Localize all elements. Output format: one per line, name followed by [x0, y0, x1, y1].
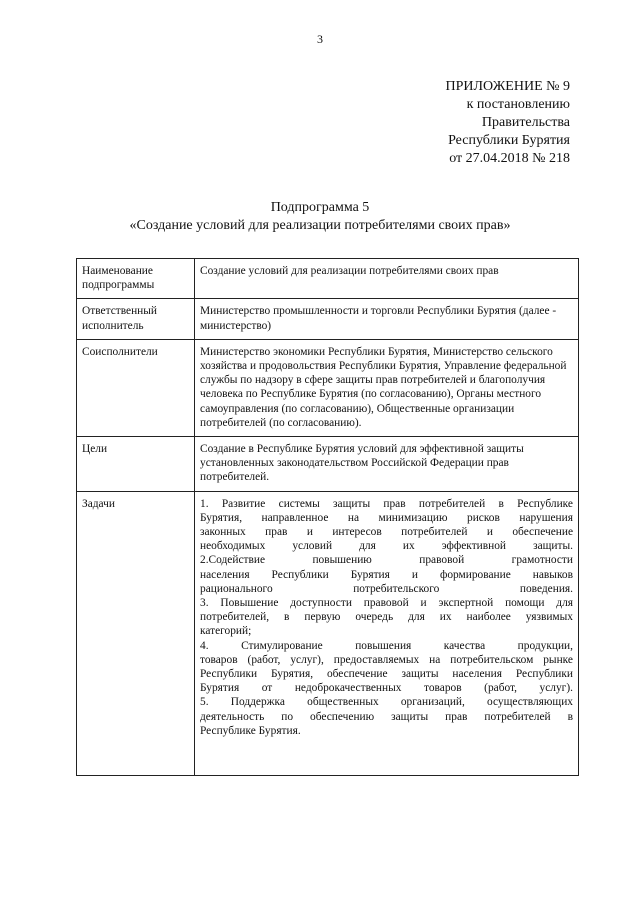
task-line: 1. Развитие системы защиты прав потребителей в Республике: [200, 497, 573, 510]
subprogram-name: «Создание условий для реализации потребителями своих прав»: [129, 218, 511, 233]
task-line: деятельность по обеспечению защиты прав потребителей в: [200, 710, 573, 723]
task-line: рационального потребительского поведения.: [200, 582, 573, 595]
row-label: Цели: [77, 437, 195, 492]
row-value: Создание в Республике Бурятия условий для эффективной защиты установленных законодательством Российской Федерации прав потребителей.: [195, 437, 579, 492]
row-value: Министерство промышленности и торговли Республики Бурятия (далее - министерство): [195, 299, 579, 339]
row-label: Наименование подпрограммы: [77, 259, 195, 299]
task-line: необходимых условий для их эффективной защиты.: [200, 540, 573, 553]
row-label: Ответственный исполнитель: [77, 299, 195, 339]
appendix-title: ПРИЛОЖЕНИЕ № 9: [445, 79, 570, 94]
task-line: Бурятия от недоброкачественных товаров (работ, услуг).: [200, 682, 573, 695]
task-line: 5. Поддержка общественных организаций, осуществляющих: [200, 696, 573, 709]
table-row: [77, 299, 579, 339]
subprogram-heading: [0, 199, 640, 235]
appendix-authority: Правительства: [481, 115, 570, 130]
appendix-reference: к постановлению: [466, 97, 570, 112]
appendix-header: [446, 78, 571, 168]
task-line: категорий;: [200, 625, 252, 638]
table-row: [77, 339, 579, 436]
appendix-republic: Республики Бурятия: [448, 133, 570, 148]
subprogram-title: Подпрограмма 5: [270, 200, 370, 215]
task-line: 4. Стимулирование повышения качества продукции,: [200, 639, 573, 652]
task-line: товаров (работ, услуг), предоставляемых на потребительском рынке: [200, 653, 573, 666]
table-row: [77, 259, 579, 299]
task-line: потребителей, в первую очередь для их наиболее уязвимых: [200, 611, 573, 624]
page-number: 3: [317, 32, 323, 46]
task-line: Республике Бурятия.: [200, 724, 301, 737]
task-line: населения Республики Бурятия и формирование навыков: [200, 568, 573, 581]
task-line: 3. Повышение доступности правовой и экспертной помощи для: [200, 597, 573, 610]
task-line: Республики Бурятия, обеспечение защиты населения Республики: [200, 668, 573, 681]
task-line: законных прав и интересов потребителей и обеспечение: [200, 526, 573, 539]
task-line: Бурятия, направленное на минимизацию рисков нарушения: [200, 511, 573, 524]
subprogram-passport-table: [76, 258, 579, 776]
appendix-date-number: от 27.04.2018 № 218: [449, 151, 570, 166]
table-row: [77, 491, 579, 775]
row-label: Соисполнители: [77, 339, 195, 436]
row-value: Создание условий для реализации потребителями своих прав: [195, 259, 579, 299]
row-label: Задачи: [77, 491, 195, 775]
tasks-list: [195, 491, 579, 775]
task-line: 2.Содействие повышению правовой грамотности: [200, 554, 573, 567]
table-row: [77, 437, 579, 492]
row-value: Министерство экономики Республики Бурятия, Министерство сельского хозяйства и продовольствия Республики Бурятия, Управление федеральной службы по надзору в сфере защиты прав потребителей и благополучия человека по Республике Бурятия (по согласованию), Органы местного самоуправления (по согласованию), Общественные организации потребителей (по согласованию).: [195, 339, 579, 436]
